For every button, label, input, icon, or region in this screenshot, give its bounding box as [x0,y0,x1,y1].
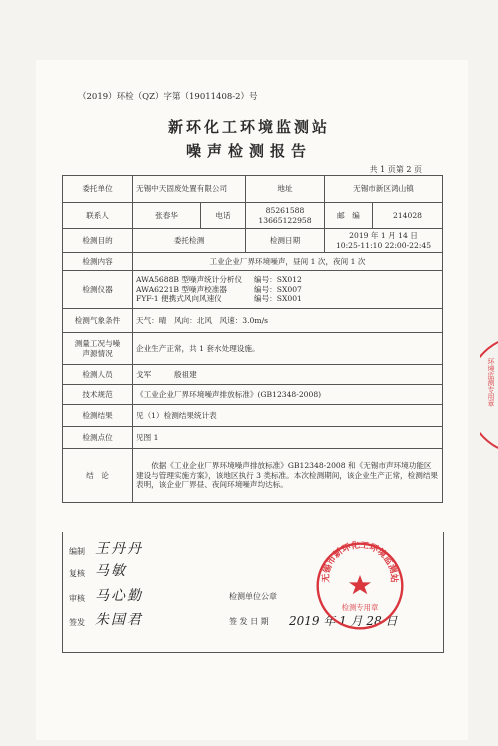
conclusion-value: 依据《工业企业厂界环境噪声排放标准》GB12348-2008 和《无锡市声环境功能区建设与管理实施方案》，该地区执行 3 类标准。本次检测期间，该企业生产正常，检测结果表明，该企业厂界昼、夜间环境噪声均达标。 [133,449,443,503]
compile-signature: 王丹丹 [95,541,143,557]
table-row-condition [63,333,443,365]
instrument-list [133,271,443,309]
stamp-label: 检测单位公章 [229,592,277,601]
report-table [62,175,443,503]
instrument-item [136,285,439,294]
official-seal [314,540,406,632]
compile-label: 编制 [69,547,85,556]
table-row-conclusion [63,449,443,503]
review-label: 复核 [69,569,85,578]
page-info: 共 1 页第 2 页 [369,165,422,174]
contact-value: 张春华 [133,203,201,229]
condition-label [63,333,133,365]
phone-number-2: 13665122958 [258,215,312,225]
address-value: 无锡市新区鸿山镇 [325,176,443,203]
instrument-code: 编号：SX007 [254,284,302,294]
approve-label: 签发 [69,618,85,627]
result-label: 检测结果 [63,405,133,427]
issue-date-label: 签 发 日 期 [229,617,269,626]
phone-number-1: 85261588 [265,206,305,216]
table-row-content [63,253,443,271]
content-value: 工业企业厂界环境噪声，昼间 1 次，夜间 1 次 [133,253,443,271]
table-row-purpose [63,229,443,253]
seal-star-icon [349,575,371,594]
conclusion-label: 结 论 [63,449,133,503]
client-value: 无锡中天固废处置有限公司 [133,176,246,203]
client-label: 委托单位 [63,176,133,203]
table-row-point [63,427,443,449]
instrument-label: 检测仪器 [63,271,133,309]
table-row-staff [63,365,443,385]
edge-seal-fragment [480,340,498,450]
date-time: 10:25-11:10 22:00-22:45 [335,240,432,250]
condition-value: 企业生产正常，共 1 套水处理设施。 [133,333,443,365]
postcode-label: 邮 编 [325,203,373,229]
edge-seal-text: 环境监测专用章 [487,358,495,407]
spec-label: 技术规范 [63,385,133,405]
date-day: 2019 年 1 月 14 日 [349,231,418,241]
staff-value [133,365,443,385]
instrument-name: AWA6221B 型噪声校准器 [136,284,227,294]
table-row-weather [63,309,443,333]
seal-bottom-text: 检测专用章 [341,602,379,612]
staff-name-2: 殷祖建 [173,369,197,379]
instrument-name: AWA5688B 型噪声统计分析仪 [136,275,243,285]
instrument-name: FYF-1 便携式风向风速仪 [136,294,222,304]
date-label: 检测日期 [246,229,325,253]
condition-label-line2: 声源情况 [82,348,113,358]
phone-value [246,203,325,229]
issue-date-value: 2019 年 1 月 28 日 [289,614,398,628]
table-row-client [63,176,443,203]
result-value: 见（1）检测结果统计表 [133,405,443,427]
purpose-value: 委托检测 [133,229,246,253]
report-title: 噪声检测报告 [185,142,312,160]
seal-text: 无锡市新环化工环境监测站 [321,540,399,583]
report-title-organization: 新环化工环境监测站 [167,118,330,136]
content-label: 检测内容 [63,253,133,271]
approve-signature: 朱国君 [95,612,143,628]
weather-value: 天气：晴 风向：北风 风速：3.0m/s [133,309,443,333]
instrument-item [136,294,439,303]
table-row-spec [63,385,443,405]
review-signature: 马敏 [95,563,127,579]
audit-signature: 马心勤 [95,588,143,604]
instrument-item [136,275,439,284]
address-label: 地址 [246,176,325,203]
staff-name-1: 戈军 [136,369,152,379]
instrument-code: 编号：SX012 [254,275,302,285]
date-value [325,229,443,253]
purpose-label: 检测目的 [63,229,133,253]
table-row-result [63,405,443,427]
document-number: （2019）环检（QZ）字第（19011408-2）号 [78,92,258,102]
phone-label: 电话 [201,203,246,229]
contact-label: 联系人 [63,203,133,229]
condition-label-line1: 测量工况与噪 [74,339,121,349]
point-value: 见图 1 [133,427,443,449]
instrument-code: 编号：SX001 [254,294,302,304]
audit-label: 审核 [69,594,85,603]
spec-value: 《工业企业厂界环境噪声排放标准》(GB12348-2008) [133,385,443,405]
point-label: 检测点位 [63,427,133,449]
table-row-instruments [63,271,443,309]
weather-label: 检测气象条件 [63,309,133,333]
staff-label: 检测人员 [63,365,133,385]
table-row-contact [63,203,443,229]
postcode-value: 214028 [373,203,443,229]
